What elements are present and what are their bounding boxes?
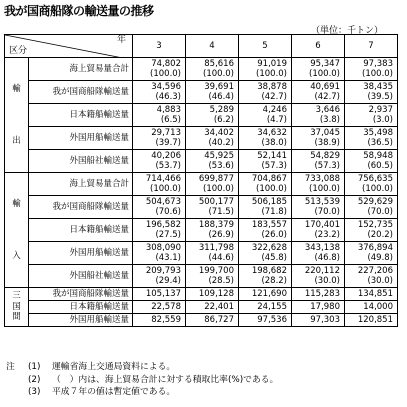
value-amount: 343,138 — [304, 242, 340, 253]
value-amount: 376,894 — [357, 242, 393, 253]
table-row — [5, 314, 398, 327]
value-share: (46.4) — [208, 92, 234, 102]
note-number: (1) — [28, 362, 41, 372]
section-label: 三 国 間 — [5, 288, 29, 327]
row-label: 日本籍船輸送量 — [29, 219, 133, 242]
notes — [6, 361, 278, 399]
section-label: 輸 出 — [5, 58, 29, 173]
value-amount: 733,088 — [304, 173, 340, 184]
value-amount: 34,596 — [151, 81, 181, 92]
value-cell — [292, 127, 345, 150]
table-row — [5, 196, 398, 219]
value-cell — [239, 173, 292, 196]
value-cell — [133, 127, 186, 150]
value-amount: 97,303 — [310, 314, 340, 325]
header-category-label: 区分 — [9, 45, 28, 56]
value-amount: 97,383 — [363, 58, 393, 69]
year-header-cell: 7 — [345, 35, 398, 58]
row-label: 外国用船輸送量 — [29, 314, 133, 327]
value-cell — [133, 288, 186, 301]
row-label: 海上貿易量合計 — [29, 173, 133, 196]
value-cell — [292, 150, 345, 173]
value-share: (30.0) — [314, 276, 340, 286]
section-label: 輸 入 — [5, 173, 29, 288]
value-cell — [292, 219, 345, 242]
value-amount: 322,628 — [251, 242, 287, 253]
value-share: (70.0) — [367, 207, 393, 217]
value-share: (6.5) — [160, 115, 181, 125]
value-cell — [186, 288, 239, 301]
note-text: 平成７年の値は暫定値である。 — [52, 387, 176, 397]
value-cell — [186, 173, 239, 196]
row-label: 我が国商船隊輸送量 — [29, 81, 133, 104]
value-share: (4.7) — [266, 115, 287, 125]
value-amount: 308,090 — [145, 242, 181, 253]
value-amount: 105,137 — [145, 288, 181, 299]
value-cell — [345, 127, 398, 150]
value-amount: 504,673 — [145, 196, 181, 207]
row-label: 外国用船輸送量 — [29, 242, 133, 265]
value-cell — [239, 314, 292, 327]
value-share: (3.8) — [319, 115, 340, 125]
table-row — [5, 265, 398, 288]
value-cell — [133, 81, 186, 104]
value-share: (42.7) — [261, 92, 287, 102]
value-amount: 39,691 — [204, 81, 234, 92]
value-cell — [292, 314, 345, 327]
page-title: 我が国商船隊の輸送量の推移 — [4, 4, 154, 18]
value-amount: 37,045 — [310, 127, 340, 138]
value-amount: 170,401 — [304, 219, 340, 230]
value-amount: 4,883 — [156, 104, 181, 115]
row-label: 我が国商船隊輸送量 — [29, 196, 133, 219]
value-amount: 183,557 — [251, 219, 287, 230]
value-amount: 188,379 — [198, 219, 234, 230]
note-number: (3) — [28, 387, 41, 397]
value-amount: 85,616 — [204, 58, 234, 69]
value-cell — [133, 314, 186, 327]
year-header-cell: 5 — [239, 35, 292, 58]
value-cell — [292, 301, 345, 314]
note-text: （ ）内は、海上貿易合計に対する積取比率(%)である。 — [52, 374, 279, 385]
value-share: (27.5) — [155, 230, 181, 240]
value-amount: 209,793 — [145, 265, 181, 276]
value-amount: 704,867 — [251, 173, 287, 184]
value-share: (53.6) — [208, 161, 234, 171]
value-cell — [345, 58, 398, 81]
value-amount: 14,000 — [363, 301, 393, 312]
value-cell — [345, 265, 398, 288]
value-share: (43.1) — [155, 253, 181, 263]
value-share: (39.7) — [155, 138, 181, 148]
value-amount: 74,802 — [151, 58, 181, 69]
value-amount: 52,141 — [257, 150, 287, 161]
table-row — [5, 150, 398, 173]
header-year-label: 年 — [116, 35, 126, 45]
value-cell — [292, 81, 345, 104]
row-label: 外国用船輸送量 — [29, 127, 133, 150]
header-corner-cell — [5, 35, 133, 58]
value-share: (100.0) — [309, 69, 340, 79]
value-amount: 121,690 — [251, 288, 287, 299]
value-amount: 38,435 — [363, 81, 393, 92]
value-amount: 54,829 — [310, 150, 340, 161]
value-cell — [239, 301, 292, 314]
value-amount: 109,128 — [198, 288, 234, 299]
value-cell — [345, 150, 398, 173]
value-share: (40.2) — [208, 138, 234, 148]
value-share: (39.5) — [367, 92, 393, 102]
row-label: 日本籍船輸送量 — [29, 104, 133, 127]
value-cell — [186, 150, 239, 173]
value-amount: 152,735 — [357, 219, 393, 230]
value-share: (49.8) — [367, 253, 393, 263]
header-row — [5, 35, 398, 58]
row-label: 我が国商船隊輸送量 — [29, 288, 133, 301]
value-amount: 120,851 — [357, 314, 393, 325]
value-share: (42.7) — [314, 92, 340, 102]
year-header-cell: 6 — [292, 35, 345, 58]
value-amount: 115,283 — [304, 288, 340, 299]
value-cell — [239, 150, 292, 173]
value-share: (28.2) — [261, 276, 287, 286]
value-cell — [133, 301, 186, 314]
value-share: (71.8) — [261, 207, 287, 217]
value-amount: 35,498 — [363, 127, 393, 138]
note-row — [6, 386, 278, 399]
value-share: (70.6) — [155, 207, 181, 217]
value-amount: 22,578 — [151, 301, 181, 312]
value-share: (28.5) — [208, 276, 234, 286]
table-row — [5, 58, 398, 81]
value-cell — [133, 150, 186, 173]
value-cell — [186, 104, 239, 127]
value-share: (70.0) — [314, 207, 340, 217]
value-cell — [345, 173, 398, 196]
value-share: (100.0) — [362, 69, 393, 79]
value-amount: 40,691 — [310, 81, 340, 92]
table-row — [5, 242, 398, 265]
value-cell — [345, 242, 398, 265]
value-cell — [345, 314, 398, 327]
value-cell — [186, 58, 239, 81]
value-cell — [292, 242, 345, 265]
value-cell — [292, 104, 345, 127]
value-amount: 40,206 — [151, 150, 181, 161]
value-amount: 86,727 — [204, 314, 234, 325]
value-amount: 699,877 — [198, 173, 234, 184]
value-cell — [186, 219, 239, 242]
value-cell — [345, 219, 398, 242]
note-mark: 注 — [6, 362, 15, 372]
value-share: (30.0) — [367, 276, 393, 286]
unit-label: （単位：千トン） — [310, 26, 383, 36]
value-cell — [292, 265, 345, 288]
row-label: 外国船社輸送量 — [29, 265, 133, 288]
value-amount: 24,155 — [257, 301, 287, 312]
value-cell — [345, 104, 398, 127]
value-amount: 756,635 — [357, 173, 393, 184]
value-share: (20.2) — [367, 230, 393, 240]
value-share: (38.9) — [314, 138, 340, 148]
table-row — [5, 219, 398, 242]
value-share: (60.5) — [367, 161, 393, 171]
value-cell — [133, 219, 186, 242]
value-share: (57.3) — [314, 161, 340, 171]
value-amount: 58,948 — [363, 150, 393, 161]
value-amount: 29,713 — [151, 127, 181, 138]
value-share: (6.2) — [213, 115, 234, 125]
value-cell — [186, 314, 239, 327]
value-cell — [133, 242, 186, 265]
value-amount: 34,632 — [257, 127, 287, 138]
value-amount: 513,539 — [304, 196, 340, 207]
value-cell — [345, 301, 398, 314]
value-cell — [239, 242, 292, 265]
value-share: (46.8) — [314, 253, 340, 263]
value-share: (100.0) — [203, 69, 234, 79]
value-share: (100.0) — [362, 184, 393, 194]
note-text: 運輸省海上交通局資料による。 — [52, 362, 176, 372]
value-amount: 227,206 — [357, 265, 393, 276]
value-amount: 34,402 — [204, 127, 234, 138]
table-row — [5, 173, 398, 196]
value-amount: 500,177 — [198, 196, 234, 207]
value-cell — [292, 288, 345, 301]
value-amount: 5,289 — [209, 104, 234, 115]
value-amount: 714,466 — [145, 173, 181, 184]
value-cell — [345, 81, 398, 104]
value-cell — [186, 265, 239, 288]
table-row — [5, 81, 398, 104]
value-amount: 45,925 — [204, 150, 234, 161]
value-amount: 4,246 — [262, 104, 287, 115]
value-cell — [186, 127, 239, 150]
value-cell — [133, 173, 186, 196]
value-cell — [292, 196, 345, 219]
value-amount: 3,646 — [315, 104, 340, 115]
value-share: (44.6) — [208, 253, 234, 263]
value-share: (3.0) — [372, 115, 393, 125]
value-cell — [292, 58, 345, 81]
value-cell — [133, 58, 186, 81]
value-cell — [239, 81, 292, 104]
value-share: (45.8) — [261, 253, 287, 263]
value-amount: 97,536 — [257, 314, 287, 325]
value-amount: 38,878 — [257, 81, 287, 92]
value-amount: 198,682 — [251, 265, 287, 276]
value-amount: 134,851 — [357, 288, 393, 299]
table-row — [5, 104, 398, 127]
value-cell — [292, 173, 345, 196]
value-cell — [186, 301, 239, 314]
table-row — [5, 288, 398, 301]
value-share: (100.0) — [203, 184, 234, 194]
value-amount: 196,582 — [145, 219, 181, 230]
note-number: (2) — [28, 374, 41, 385]
value-share: (29.4) — [155, 276, 181, 286]
value-amount: 506,185 — [251, 196, 287, 207]
value-share: (36.5) — [367, 138, 393, 148]
value-amount: 22,401 — [204, 301, 234, 312]
value-share: (100.0) — [256, 69, 287, 79]
value-share: (100.0) — [309, 184, 340, 194]
value-cell — [186, 242, 239, 265]
value-cell — [133, 196, 186, 219]
value-amount: 17,980 — [310, 301, 340, 312]
value-share: (26.0) — [261, 230, 287, 240]
value-share: (26.9) — [208, 230, 234, 240]
year-header-cell: 4 — [186, 35, 239, 58]
note-row — [6, 374, 278, 387]
note-row — [6, 361, 278, 374]
value-amount: 220,112 — [304, 265, 340, 276]
value-cell — [239, 127, 292, 150]
value-share: (53.7) — [155, 161, 181, 171]
value-cell — [186, 196, 239, 219]
row-label: 日本籍船輸送量 — [29, 301, 133, 314]
value-cell — [133, 104, 186, 127]
table-row — [5, 127, 398, 150]
value-share: (100.0) — [256, 184, 287, 194]
value-amount: 529,629 — [357, 196, 393, 207]
value-cell — [186, 81, 239, 104]
value-cell — [239, 288, 292, 301]
value-cell — [239, 219, 292, 242]
value-amount: 199,700 — [198, 265, 234, 276]
value-cell — [239, 58, 292, 81]
value-amount: 2,937 — [368, 104, 393, 115]
row-label: 海上貿易量合計 — [29, 58, 133, 81]
value-share: (100.0) — [150, 69, 181, 79]
table-row — [5, 301, 398, 314]
value-share: (23.2) — [314, 230, 340, 240]
value-cell — [345, 288, 398, 301]
value-share: (38.0) — [261, 138, 287, 148]
value-cell — [345, 196, 398, 219]
value-amount: 91,019 — [257, 58, 287, 69]
value-cell — [239, 196, 292, 219]
value-share: (100.0) — [150, 184, 181, 194]
year-header-cell: 3 — [133, 35, 186, 58]
value-share: (57.3) — [261, 161, 287, 171]
value-cell — [239, 104, 292, 127]
row-label: 外国船社輸送量 — [29, 150, 133, 173]
value-share: (46.3) — [155, 92, 181, 102]
value-share: (71.5) — [208, 207, 234, 217]
value-amount: 95,347 — [310, 58, 340, 69]
value-cell — [239, 265, 292, 288]
statistics-table — [4, 34, 398, 327]
value-cell — [133, 265, 186, 288]
value-amount: 311,798 — [198, 242, 234, 253]
value-amount: 82,559 — [151, 314, 181, 325]
